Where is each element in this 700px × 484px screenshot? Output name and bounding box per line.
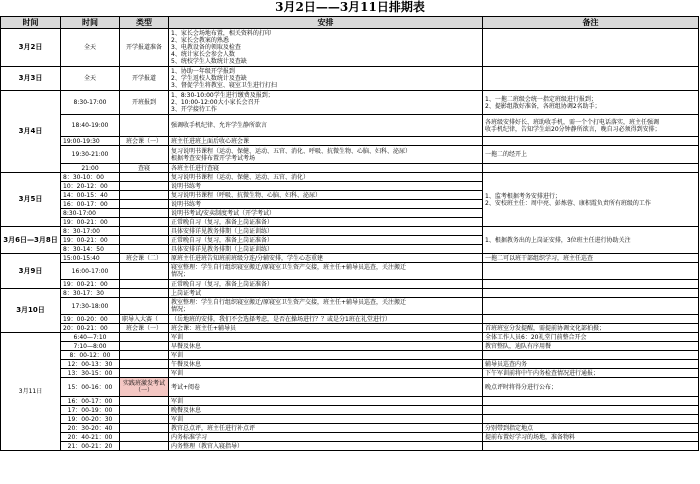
table-row (1, 289, 699, 298)
type-cell: 班会课（一） (120, 137, 169, 146)
type-cell: 开班报到 (120, 91, 169, 115)
plan-cell: 具体安排详见教务排期（上岗证训练） (169, 245, 483, 254)
plan-cell: （岳地班的安排，我们不会选择考虑，是否在操场进行？？或是分1班在礼堂进行） (169, 315, 483, 324)
plan-cell: 强调收手机纪律、允许学生静所欲言 (169, 115, 483, 137)
table-row (1, 146, 699, 164)
type-cell (120, 245, 169, 254)
plan-cell: 军训 (169, 397, 483, 406)
note-cell (483, 351, 699, 360)
plan-line: 情况； (171, 271, 190, 278)
plan-line: 情况； (171, 306, 190, 313)
date-cell: 3月9日 (1, 254, 61, 289)
note-cell (483, 415, 699, 424)
type-cell (120, 360, 169, 369)
note-cell (483, 280, 699, 289)
type-cell (120, 227, 169, 236)
type-cell (120, 146, 169, 164)
time-cell: 8：00-12：00 (61, 351, 120, 360)
plan-cell: 正常晚自习（复习，准备上岗证准备） (169, 280, 483, 289)
time-cell: 8：30-17:00 (61, 227, 120, 236)
note-cell: 提前布置好学习的场地，准备物料 (483, 433, 699, 442)
time-cell: 17:30-18:00 (61, 298, 120, 315)
schedule-table (0, 16, 699, 451)
plan-cell (169, 298, 483, 315)
plan-line: 1、家长会场地布置，相关资料的打印 (171, 30, 271, 37)
type-cell: 开学报道准备 (120, 29, 169, 67)
table-row (1, 173, 699, 182)
time-cell: 全天 (61, 67, 120, 91)
note-cell (483, 137, 699, 146)
table-row (1, 406, 699, 415)
plan-cell: 上岗证考试 (169, 289, 483, 298)
note-cell: 辅导员巡查内务 (483, 360, 699, 369)
table-row (1, 360, 699, 369)
plan-line: 3、开学接待工作 (171, 106, 217, 113)
plan-cell: 晚餐及休息 (169, 406, 483, 415)
plan-cell: 复习说明书课程（呼吸、抗微生物、心脑、妇科、泌尿） (169, 191, 483, 200)
plan-cell: 内务整理（教官入寝指导） (169, 442, 483, 451)
note-cell: 全体工作人员6：20礼堂门前整合开会 (483, 333, 699, 342)
table-row (1, 263, 699, 280)
note-line: 1、监考根据考务安排进行； (485, 192, 561, 200)
plan-line: 复习说明书课程（运动、保健、运动、五官、消化、呼吸、抗微生物、心脑、妇科、泌尿） (171, 147, 412, 155)
plan-cell (169, 146, 483, 164)
plan-cell: 正常晚自习（复习，准备上岗证准备） (169, 218, 483, 227)
plan-cell: 军训 (169, 415, 483, 424)
type-cell (120, 191, 169, 200)
type-cell: 职导入大赛（ (120, 315, 169, 324)
plan-line: 1、8:30-10:00学生进行缴费及报到； (171, 92, 274, 99)
time-cell: 全天 (61, 29, 120, 67)
table-row (1, 342, 699, 351)
type-cell (120, 280, 169, 289)
type-cell (120, 351, 169, 360)
note-cell: 1、根据教务出的上岗证安排，3位班主任进行协助关注 (483, 227, 699, 254)
plan-cell: 午餐及休息 (169, 360, 483, 369)
type-cell: 班会课（二） (120, 254, 169, 263)
plan-cell: 教官总点评，班主任进行补点评 (169, 424, 483, 433)
header-type: 类型 (120, 17, 169, 29)
type-cell: 实践班激发考试（一） (120, 378, 169, 397)
time-cell: 19：00-21：00 (61, 218, 120, 227)
time-cell: 16：00-17：00 (61, 397, 120, 406)
plan-line: 根据考查安排布置开学考试考场 (171, 154, 256, 162)
plan-cell: 说明书练考 (169, 182, 483, 191)
type-cell (120, 173, 169, 182)
time-cell: 7:10—8:00 (61, 342, 120, 351)
time-cell: 16：00-17：00 (61, 200, 120, 209)
table-row (1, 415, 699, 424)
table-row (1, 298, 699, 315)
time-cell: 13：30-15：00 (61, 369, 120, 378)
plan-cell: 军训 (169, 369, 483, 378)
date-cell: 3月10日 (1, 289, 61, 333)
header-date: 时间 (1, 17, 61, 29)
note-line: 收手机纪律，告知学生站20分钟静所欲言，晚自习必须得到安排； (485, 125, 661, 133)
plan-line: 2、10:00-12:00大小家长会召开 (171, 99, 260, 106)
type-cell (120, 433, 169, 442)
type-cell (120, 406, 169, 415)
note-line: 2、提影组散好准备，各班组协调2名助手； (485, 102, 601, 110)
note-cell: 首班班室分发提醒，需提前协调文化部拍摄； (483, 324, 699, 333)
table-row (1, 442, 699, 451)
note-cell (483, 397, 699, 406)
time-cell: 19：00-20：30 (61, 415, 120, 424)
note-cell (483, 67, 699, 91)
type-cell (120, 200, 169, 209)
time-cell: 20：40-21：00 (61, 433, 120, 442)
table-row (1, 137, 699, 146)
table-row (1, 280, 699, 289)
time-cell: 6:40—7:10 (61, 333, 120, 342)
table-row (1, 378, 699, 397)
note-cell (483, 91, 699, 115)
header-time: 时间 (61, 17, 120, 29)
note-cell (483, 173, 699, 227)
note-cell: 晚点评时将得分进行公布； (483, 378, 699, 397)
note-cell (483, 442, 699, 451)
table-row (1, 424, 699, 433)
plan-cell: 正常晚自习（复习，准备上岗证准备） (169, 236, 483, 245)
time-cell: 8:30-17:00 (61, 209, 120, 218)
time-cell: 19：00-21：00 (61, 236, 120, 245)
plan-line: 3、电教设备的领取及检查 (171, 44, 241, 51)
time-cell: 12：00-13：30 (61, 360, 120, 369)
table-row (1, 164, 699, 173)
table-row (1, 433, 699, 442)
table-row (1, 397, 699, 406)
header-row (1, 17, 699, 29)
type-cell (120, 424, 169, 433)
time-cell: 8：30-10：00 (61, 173, 120, 182)
time-cell: 15：00-16：00 (61, 378, 120, 397)
note-cell: 分别带到指定地点 (483, 424, 699, 433)
plan-cell: 内务标准学习 (169, 433, 483, 442)
note-cell (483, 315, 699, 324)
time-cell: 19:00-19:30 (61, 137, 120, 146)
type-cell (120, 289, 169, 298)
type-cell (120, 298, 169, 315)
time-cell: 14：00-15：40 (61, 191, 120, 200)
plan-line: 2、学生返校人数统计及查缺 (171, 75, 247, 82)
plan-cell (169, 91, 483, 115)
plan-cell: 原班主任进班告知班前班级分连/分辅安排，学生心态重建 (169, 254, 483, 263)
type-cell (120, 263, 169, 280)
note-cell (483, 289, 699, 298)
plan-cell: 班会课：班主任+辅导员 (169, 324, 483, 333)
note-line: 各班级安排好长、班助收手机，需一个个打电话落实，班主任强调 (485, 118, 660, 126)
date-cell: 3月11日 (1, 333, 61, 451)
time-cell: 20：30-20：40 (61, 424, 120, 433)
time-cell: 8：30-14：50 (61, 245, 120, 254)
plan-line: 3、督促学生将教室、寝室卫生进行打扫 (171, 82, 277, 89)
date-cell: 3月5日 (1, 173, 61, 227)
time-cell: 19：00-20：00 (61, 315, 120, 324)
time-cell: 10：20-12：00 (61, 182, 120, 191)
table-row (1, 324, 699, 333)
note-cell (483, 115, 699, 137)
note-cell (483, 29, 699, 67)
type-cell (120, 397, 169, 406)
plan-line: 2、家长会教案的熟悉 (171, 37, 229, 44)
time-cell: 15:00-15:40 (61, 254, 120, 263)
type-cell (120, 415, 169, 424)
table-row (1, 115, 699, 137)
time-cell: 17：00-19：00 (61, 406, 120, 415)
plan-cell: 具体安排详见教务排期（上岗证训练） (169, 227, 483, 236)
type-cell (120, 442, 169, 451)
type-cell (120, 115, 169, 137)
type-cell: 开学报道 (120, 67, 169, 91)
plan-cell: 考试+阅卷 (169, 378, 483, 397)
time-cell: 19：00-21：00 (61, 280, 120, 289)
plan-cell: 军训 (169, 333, 483, 342)
plan-cell: 说明书考试/安卖制度考试（开学考试） (169, 209, 483, 218)
note-cell (483, 298, 699, 315)
plan-line: 1、协助一年级开学报到 (171, 68, 235, 75)
schedule-title: 3月2日——3月11日排期表 (275, 0, 425, 14)
time-cell: 16:00-17:00 (61, 263, 120, 280)
table-row (1, 67, 699, 91)
table-row (1, 254, 699, 263)
time-cell: 21：00-21：20 (61, 442, 120, 451)
note-line: 2、安校班主任：周中亮、彭炼蓉、康积霞负责所有班级的工作 (485, 199, 651, 207)
type-cell (120, 218, 169, 227)
plan-line: 寝室整理：学生自行组织寝室搬迁/原寝室卫生资产交接，班主任+辅导员巡查，关注搬迁 (171, 264, 407, 271)
plan-cell: 说明书练考 (169, 200, 483, 209)
time-cell: 8:30-17:00 (61, 91, 120, 115)
type-cell: 查寝 (120, 164, 169, 173)
type-cell (120, 182, 169, 191)
time-cell: 8：30-17：30 (61, 289, 120, 298)
table-row (1, 333, 699, 342)
time-cell: 18:40-19:00 (61, 115, 120, 137)
date-cell: 3月3日 (1, 67, 61, 91)
date-cell: 3月2日 (1, 29, 61, 67)
time-cell: 20：00-21：00 (61, 324, 120, 333)
note-cell: 一拖二的经开上 (483, 146, 699, 164)
header-plan: 安排 (169, 17, 483, 29)
table-row (1, 369, 699, 378)
note-cell (483, 406, 699, 415)
note-cell: 一拖二可以班干部组织学习，班主任巡查 (483, 254, 699, 263)
date-cell: 3月6日—3月8日 (1, 227, 61, 254)
note-cell: 教官整队，迪队有序用餐 (483, 342, 699, 351)
plan-cell: 复习说明书课程（运动、保健、运动、五官、消化） (169, 173, 483, 182)
table-row (1, 91, 699, 115)
plan-cell: 各班主任进行查寝 (169, 164, 483, 173)
table-row (1, 315, 699, 324)
type-cell (120, 236, 169, 245)
plan-cell (169, 263, 483, 280)
plan-cell: 早餐及休息 (169, 342, 483, 351)
plan-line: 教室整理：学生自行组织寝室搬迁/原寝室卫生资产交接，班主任+辅导员巡查，关注搬迁 (171, 299, 407, 306)
time-cell: 21:00 (61, 164, 120, 173)
note-cell: 下午军训前将中午内务检查情况进行通报； (483, 369, 699, 378)
time-cell: 19:30-21:00 (61, 146, 120, 164)
type-cell (120, 333, 169, 342)
note-cell (483, 164, 699, 173)
table-row (1, 227, 699, 236)
note-cell (483, 263, 699, 280)
plan-line: 5、统校学生人数统计及查缺 (171, 58, 247, 65)
type-cell (120, 369, 169, 378)
date-cell: 3月4日 (1, 91, 61, 173)
type-cell (120, 209, 169, 218)
plan-cell: 军训 (169, 351, 483, 360)
type-cell: 班会课（一） (120, 324, 169, 333)
table-row (1, 351, 699, 360)
type-cell (120, 342, 169, 351)
plan-cell (169, 29, 483, 67)
plan-line: 4、统计家长会参会人数 (171, 51, 235, 58)
header-note: 备注 (483, 17, 699, 29)
plan-cell (169, 67, 483, 91)
note-line: 1、一拖二班级会统一指定班级进行报到； (485, 95, 597, 103)
plan-cell: 班主任进班上面后收心班会课 (169, 137, 483, 146)
table-row (1, 29, 699, 67)
